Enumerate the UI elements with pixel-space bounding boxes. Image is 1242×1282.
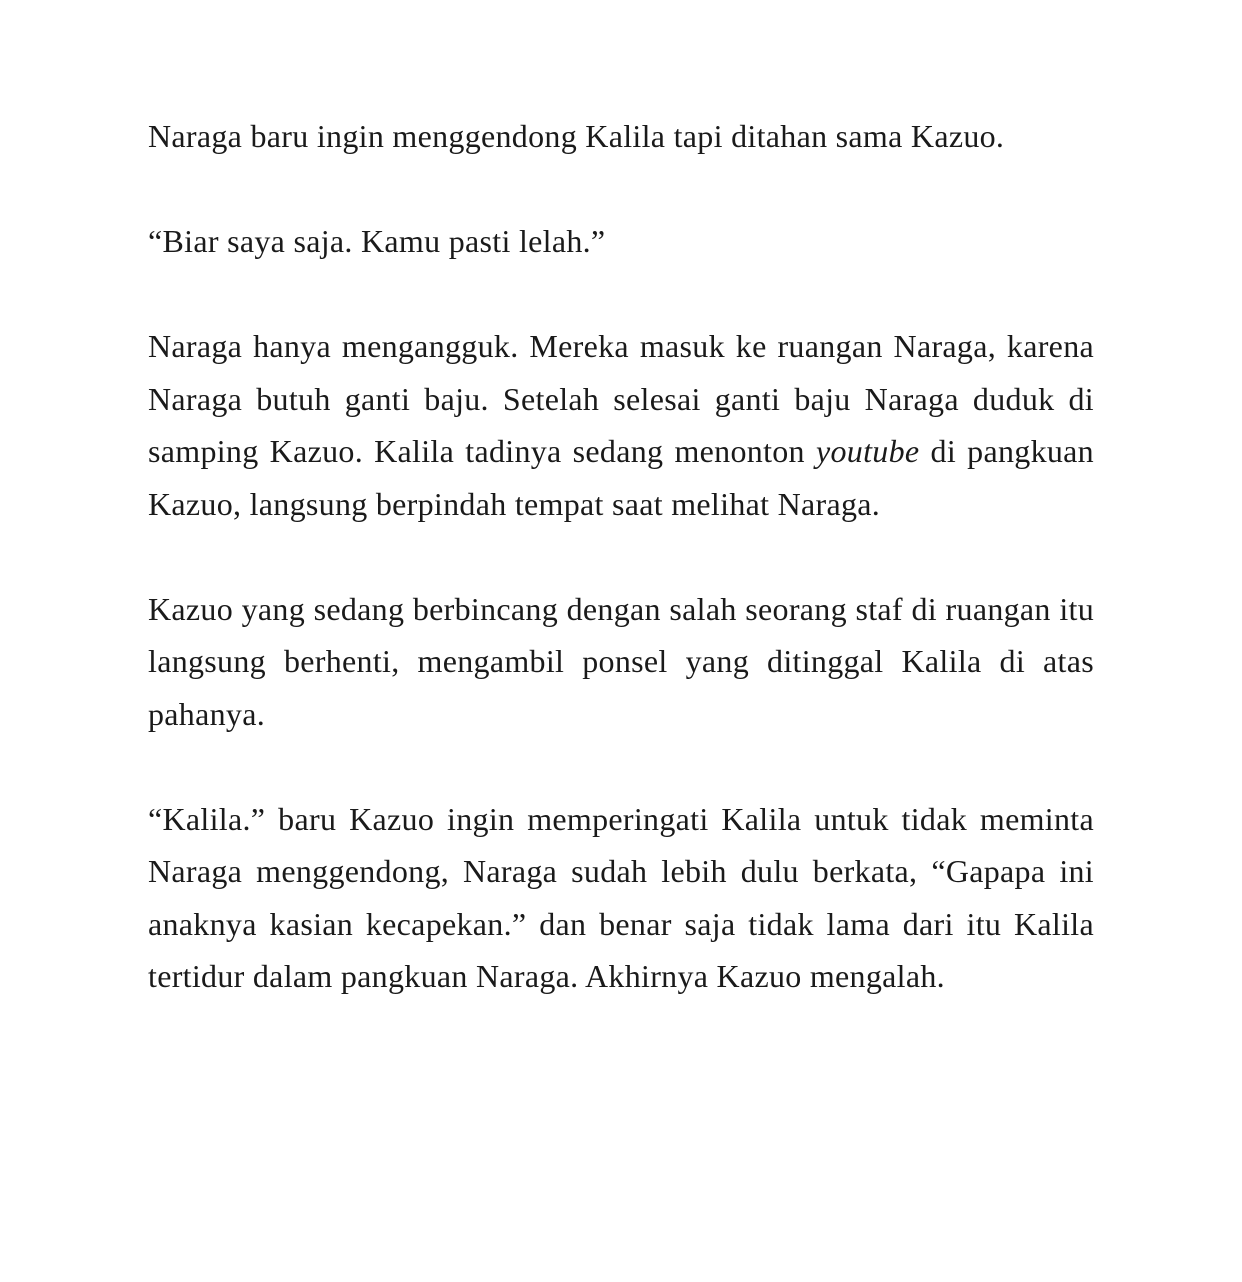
document-page bbox=[148, 110, 1094, 1003]
paragraph-3-text-before: Naraga hanya mengangguk. Mereka masuk ke ruangan Naraga, karena Naraga butuh ganti baju. Setelah selesai ganti baju Naraga duduk di samping Kazuo. Kalila tadinya sedang menonton bbox=[148, 328, 1094, 469]
paragraph-3 bbox=[148, 320, 1094, 530]
paragraph-5: “Kalila.” baru Kazuo ingin memperingati Kalila untuk tidak meminta Naraga menggendong, Naraga sudah lebih dulu berkata, “Gapapa ini anaknya kasian kecapekan.” dan benar saja tidak lama dari itu Kalila tertidur dalam pangkuan Naraga. Akhirnya Kazuo mengalah. bbox=[148, 800, 1094, 994]
paragraph-3-text-after: di pangkuan Kazuo, langsung berpindah tempat saat melihat Naraga. bbox=[148, 433, 1094, 522]
paragraph-1: Naraga baru ingin menggendong Kalila tapi ditahan sama Kazuo. bbox=[148, 118, 1005, 154]
paragraph-2-dialogue: “Biar saya saja. Kamu pasti lelah.” bbox=[148, 223, 606, 259]
paragraph-4: Kazuo yang sedang berbincang dengan salah seorang staf di ruangan itu langsung berhenti, mengambil ponsel yang ditinggal Kalila di atas pahanya. bbox=[148, 590, 1094, 732]
paragraph-3-italic-youtube: youtube bbox=[816, 433, 920, 469]
